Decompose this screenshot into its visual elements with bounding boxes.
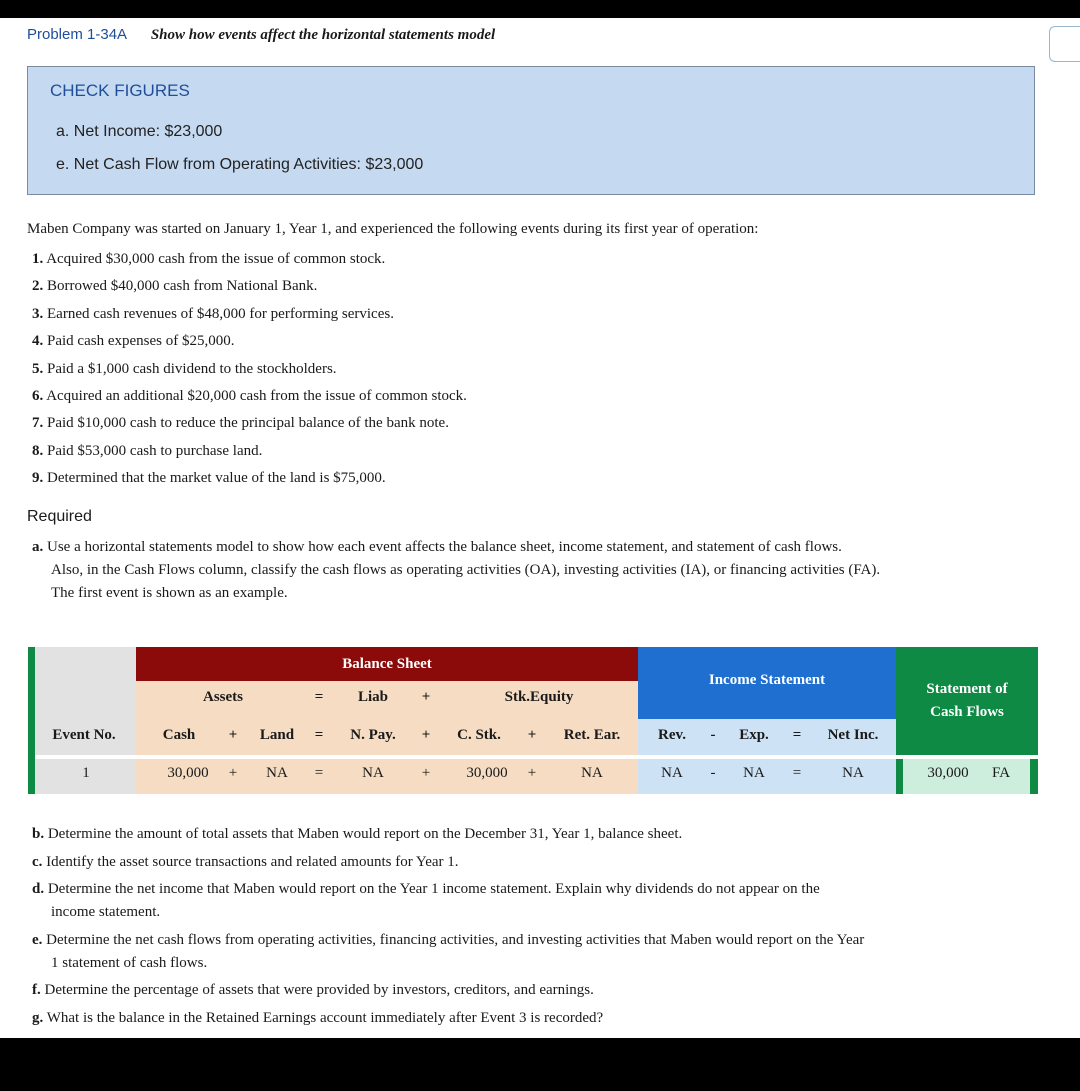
- cash-flow-class-cell: FA: [991, 765, 1011, 781]
- panel-tab[interactable]: [1049, 26, 1080, 62]
- equals-sign: =: [314, 727, 324, 743]
- income-statement-header: Income Statement: [638, 647, 896, 719]
- plus-sign: +: [421, 689, 431, 705]
- plus-sign: +: [421, 727, 431, 743]
- stk-equity-header: Stk.Equity: [504, 689, 574, 705]
- requirements-list: [32, 823, 1042, 1034]
- plus-sign: +: [527, 765, 537, 781]
- list-item: 2. Borrowed $40,000 cash from National Bank.: [32, 278, 318, 295]
- plus-sign: +: [228, 765, 238, 781]
- cash-flows-header: Statement of Cash Flows: [896, 647, 1038, 755]
- list-item: d. Determine the net income that Maben would report on the Year 1 income statement. Explain why dividends do not appear on the income statement.: [32, 881, 820, 920]
- liab-header: Liab: [357, 689, 389, 705]
- event-number-cell: 1: [82, 765, 90, 781]
- minus-sign: -: [710, 727, 716, 743]
- list-item: 6. Acquired an additional $20,000 cash from the issue of common stock.: [32, 387, 467, 404]
- rev-header: Rev.: [658, 727, 686, 743]
- intro-paragraph: Maben Company was started on January 1, Year 1, and experienced the following events during its first year of operation:: [27, 221, 759, 237]
- n-pay-cell: NA: [362, 765, 384, 781]
- problem-number: Problem 1-34A: [27, 26, 128, 43]
- equals-sign: =: [792, 727, 802, 743]
- check-figures-box: [27, 66, 1035, 195]
- c-stk-header: C. Stk.: [457, 727, 501, 743]
- cash-flow-amount-cell: 30,000: [927, 765, 969, 781]
- requirement-a: a. Use a horizontal statements model to show how each event affects the balance sheet, income statement, and statement of cash flows. Also, in the Cash Flows column, classify the cash flows as operating activities (OA), investing activities (IA), or financing activities (FA). The first event is shown as an example.: [32, 539, 881, 601]
- list-item: c. Identify the asset source transactions and related amounts for Year 1.: [32, 853, 459, 870]
- equals-sign: =: [314, 689, 324, 705]
- balance-sheet-header: Balance Sheet: [136, 647, 638, 681]
- problem-page: [0, 18, 1080, 1038]
- required-heading: Required: [27, 508, 92, 525]
- plus-sign: +: [527, 727, 537, 743]
- problem-title: Show how events affect the horizontal statements model: [150, 27, 496, 43]
- cash-cell: 30,000: [167, 765, 209, 781]
- list-item: 3. Earned cash revenues of $48,000 for performing services.: [32, 305, 394, 322]
- list-item: 9. Determined that the market value of the land is $75,000.: [32, 470, 386, 487]
- ret-ear-header: Ret. Ear.: [563, 727, 621, 743]
- n-pay-header: N. Pay.: [350, 727, 396, 743]
- list-item: b. Determine the amount of total assets that Maben would report on the December 31, Year 1, balance sheet.: [32, 826, 683, 842]
- list-item: g. What is the balance in the Retained Earnings account immediately after Event 3 is recorded?: [32, 1009, 604, 1026]
- plus-sign: +: [228, 727, 238, 743]
- list-item: f. Determine the percentage of assets that were provided by investors, creditors, and earnings.: [32, 982, 594, 998]
- land-cell: NA: [266, 765, 288, 781]
- c-stk-cell: 30,000: [466, 765, 508, 781]
- plus-sign: +: [421, 765, 431, 781]
- equals-sign: =: [792, 765, 802, 781]
- list-item: e. Determine the net cash flows from operating activities, financing activities, and investing activities that Maben would report on the Year 1 statement of cash flows.: [32, 931, 865, 971]
- exp-header: Exp.: [739, 727, 769, 743]
- rev-cell: NA: [661, 765, 683, 781]
- net-inc-header: Net Inc.: [827, 727, 879, 743]
- equals-sign: =: [314, 765, 324, 781]
- list-item: 8. Paid $53,000 cash to purchase land.: [32, 442, 263, 459]
- cash-header: Cash: [162, 727, 196, 743]
- ret-ear-cell: NA: [581, 765, 603, 781]
- problem-header: [27, 26, 495, 44]
- event-list: [32, 248, 467, 495]
- check-figures-title: CHECK FIGURES: [50, 81, 190, 100]
- list-item: 7. Paid $10,000 cash to reduce the principal balance of the bank note.: [32, 415, 449, 432]
- list-item: 4. Paid cash expenses of $25,000.: [32, 333, 235, 350]
- minus-sign: -: [710, 765, 716, 781]
- event-no-header: Event No.: [52, 727, 116, 743]
- exp-cell: NA: [743, 765, 765, 781]
- horizontal-statements-table: [28, 647, 1038, 794]
- assets-header: Assets: [203, 689, 243, 705]
- check-figure-e: e. Net Cash Flow from Operating Activities: $23,000: [56, 156, 424, 173]
- check-figure-a: a. Net Income: $23,000: [56, 123, 223, 140]
- list-item: 5. Paid a $1,000 cash dividend to the stockholders.: [32, 360, 337, 377]
- land-header: Land: [259, 727, 295, 743]
- net-inc-cell: NA: [842, 765, 864, 781]
- list-item: 1. Acquired $30,000 cash from the issue of common stock.: [32, 251, 386, 267]
